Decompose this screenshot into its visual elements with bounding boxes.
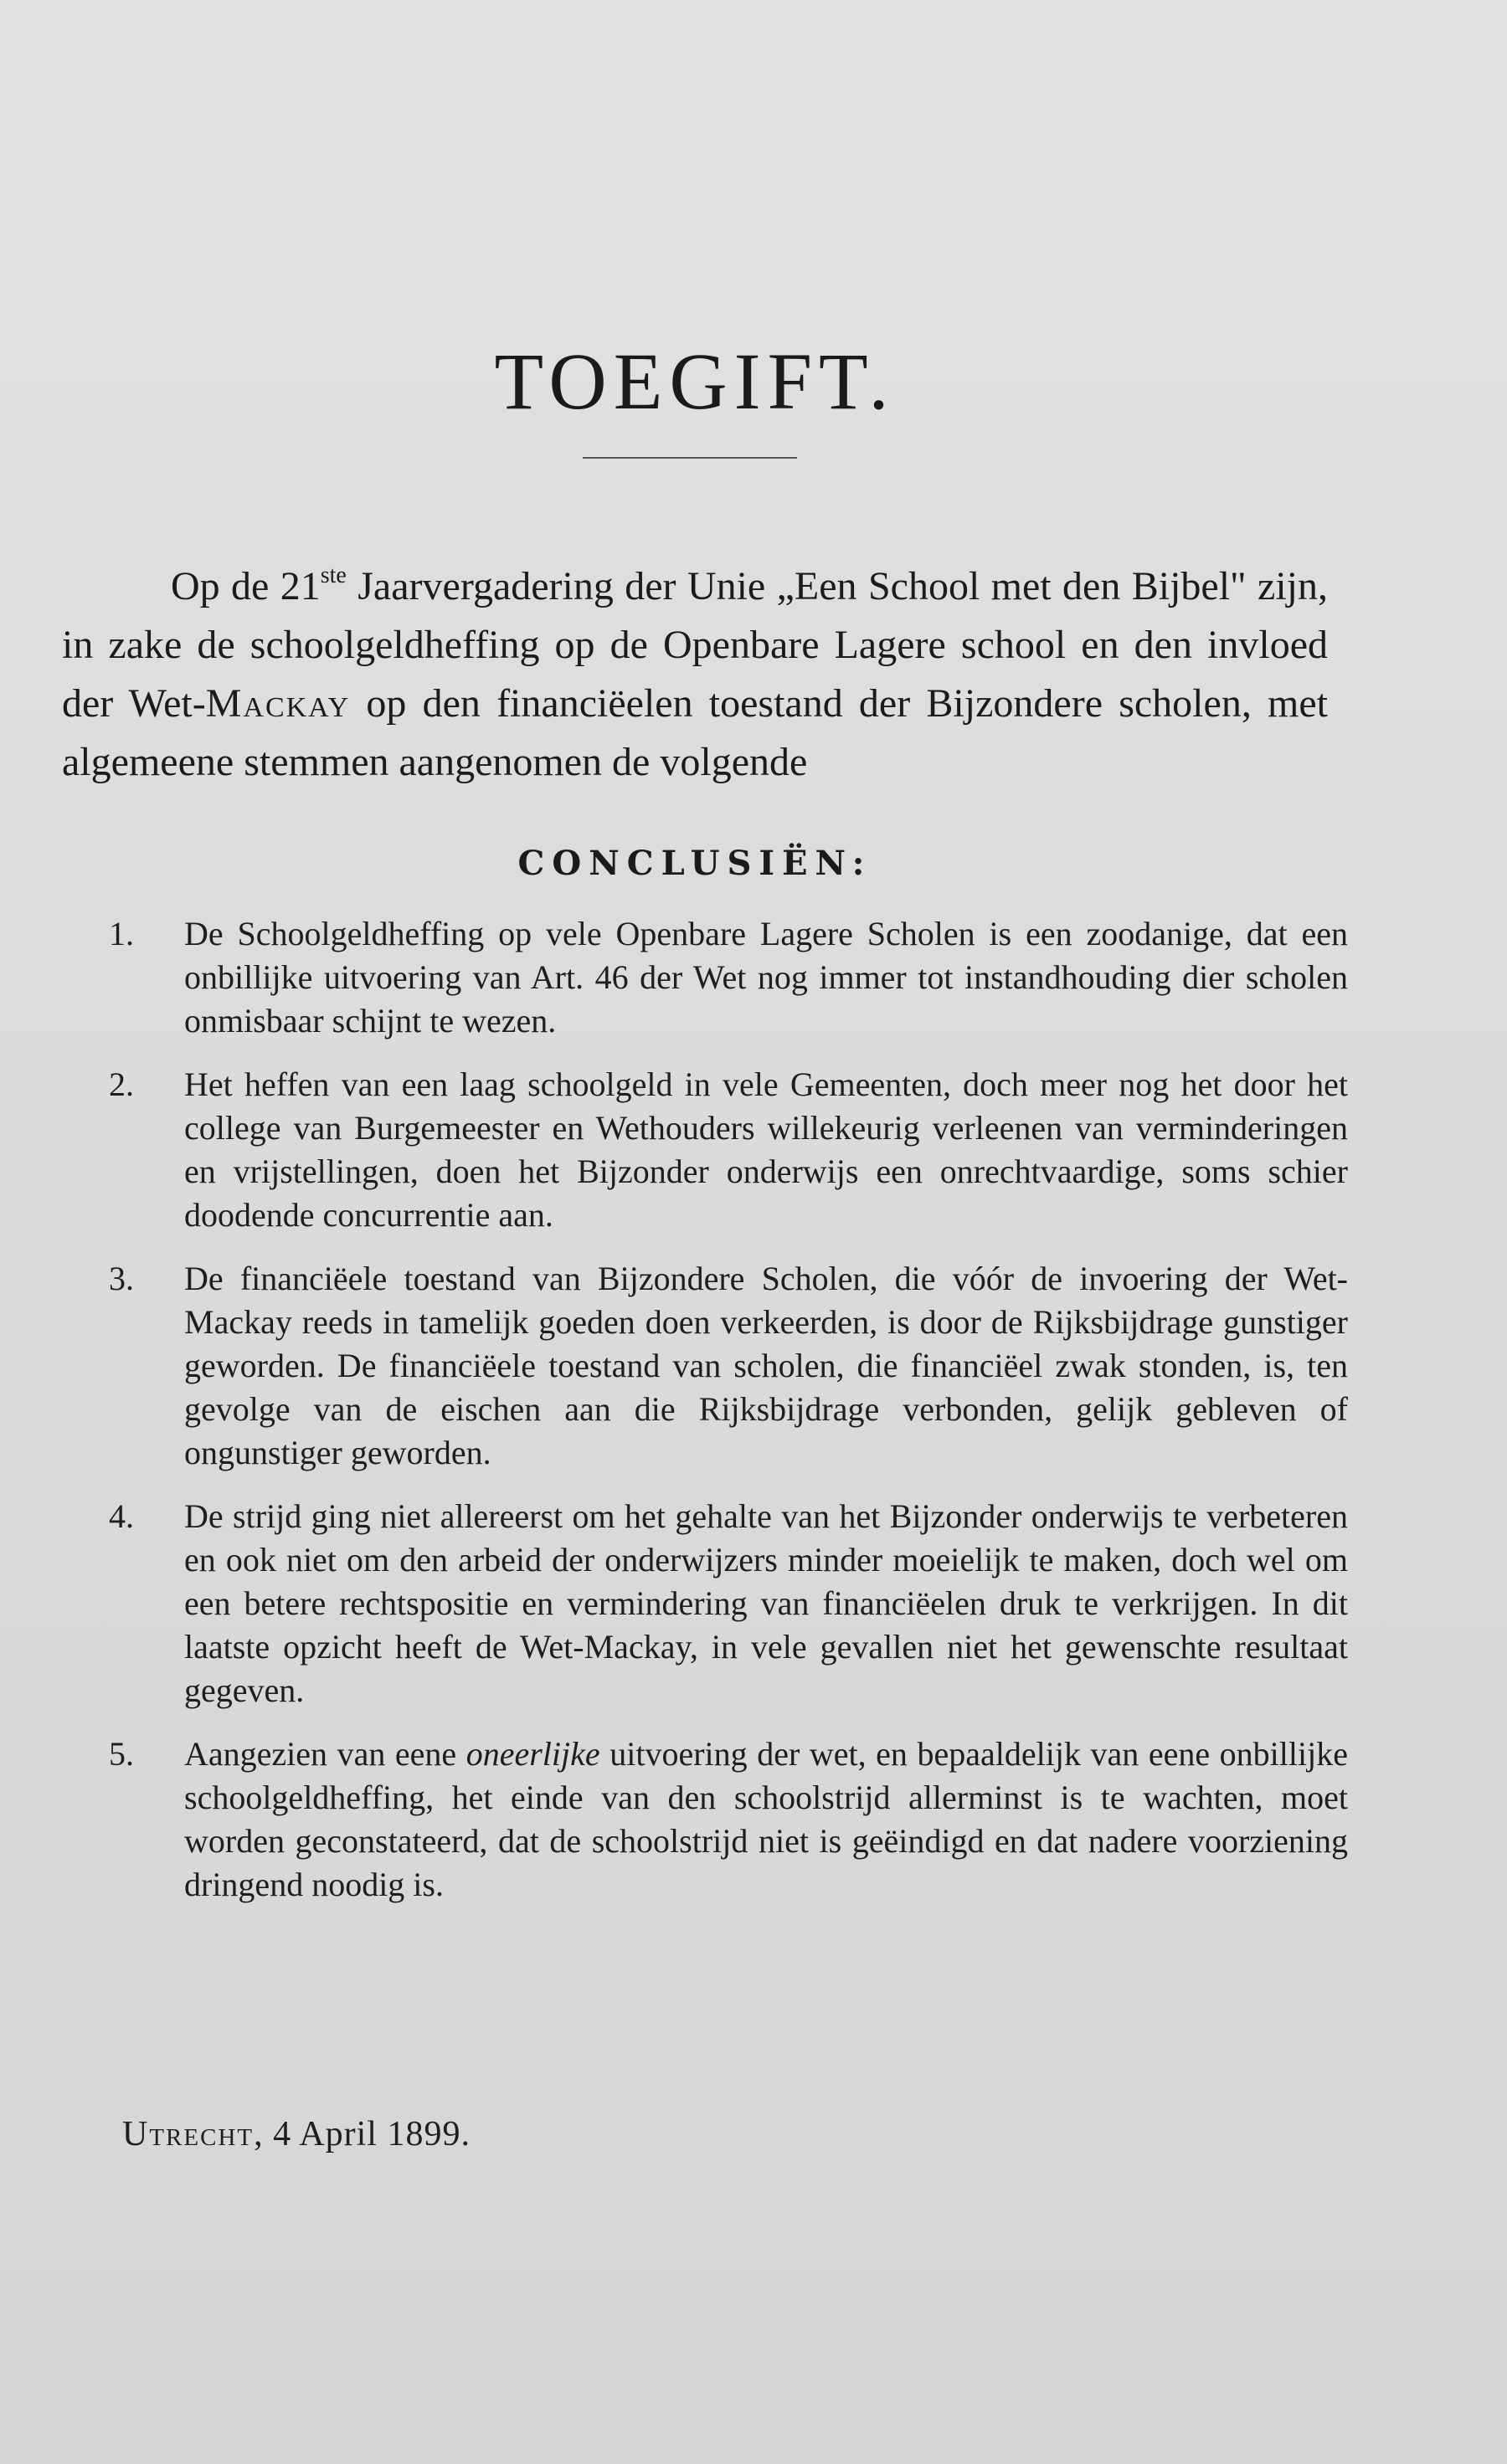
item-number: 2. — [109, 1065, 134, 1103]
conclusion-item — [109, 1495, 1348, 1712]
place-date-line — [122, 2114, 471, 2154]
intro-text-2: Jaarvergadering der Unie „Een School met den Bijbel" zijn, in zake de schoolgeldheffing op de Openbare Lagere school en den invloed der Wet- — [62, 564, 1329, 726]
intro-text-1: Op de 21 — [171, 564, 321, 608]
date-text: , 4 April 1899. — [254, 2115, 471, 2153]
item-text: Het heffen van een laag schoolgeld in vele Gemeenten, doch meer nog het door het college van Burgemeester en Wethouders willekeurig verleenen van verminderingen en vrijstellingen, doen het Bijzonder onderwijs een onrechtvaardige, soms schier doodende concurrentie aan. — [184, 1065, 1348, 1234]
item-number: 1. — [109, 915, 134, 952]
conclusions-list — [109, 912, 1348, 1927]
page-title: TOEGIFT. — [494, 336, 896, 426]
item-text-pre: Aangezien van eene — [184, 1735, 466, 1773]
title-divider — [583, 457, 797, 459]
item-number: 4. — [109, 1497, 134, 1535]
intro-smallcaps-name: Mackay — [205, 681, 351, 726]
conclusion-item — [109, 912, 1348, 1043]
section-heading: CONCLUSIËN: — [517, 844, 872, 883]
item-number: 3. — [109, 1260, 134, 1297]
item-text: De financiëele toestand van Bijzondere Scholen, die vóór de invoering der Wet-Mackay reeds in tamelijk goeden doen verkeerden, is door de Rijksbijdrage gunstiger geworden. De financiëele toestand van scholen, die financiëel zwak stonden, is, ten gevolge van de eischen aan die Rijksbijdrage verbonden, gelijk gebleven of ongunstiger geworden. — [184, 1260, 1348, 1471]
item-text: De Schoolgeldheffing op vele Openbare Lagere Scholen is een zoodanige, dat een onbillijke uitvoering van Art. 46 der Wet nog immer tot instandhouding dier scholen onmisbaar schijnt te wezen. — [184, 915, 1348, 1040]
item-number: 5. — [109, 1735, 134, 1773]
place-name: Utrecht — [122, 2115, 255, 2153]
intro-superscript: ste — [320, 562, 347, 588]
conclusion-item — [109, 1732, 1348, 1907]
conclusion-item — [109, 1063, 1348, 1237]
intro-text-3: op den financiëelen toestand der Bijzondere scholen, met algemeene stemmen aangenomen de volgende — [62, 681, 1328, 784]
item-text-emphasis: oneerlijke — [465, 1735, 600, 1773]
conclusion-item — [109, 1257, 1348, 1475]
intro-paragraph — [62, 557, 1328, 792]
item-text-post: uitvoering der wet, en bepaaldelijk van eene onbillijke schoolgeldheffing, het einde van den schoolstrijd allerminst is te wachten, moet worden geconstateerd, dat de schoolstrijd niet is geëindigd en dat nadere voorziening dringend noodig is. — [184, 1735, 1348, 1903]
item-text: De strijd ging niet allereerst om het gehalte van het Bijzonder onderwijs te verbeteren en ook niet om den arbeid der onderwijzers minder moeielijk te maken, doch wel om een betere rechtspositie en vermindering van financiëelen druk te verkrijgen. In dit laatste opzicht heeft de Wet-Mackay, in vele gevallen niet het gewenschte resultaat gegeven. — [184, 1497, 1348, 1709]
